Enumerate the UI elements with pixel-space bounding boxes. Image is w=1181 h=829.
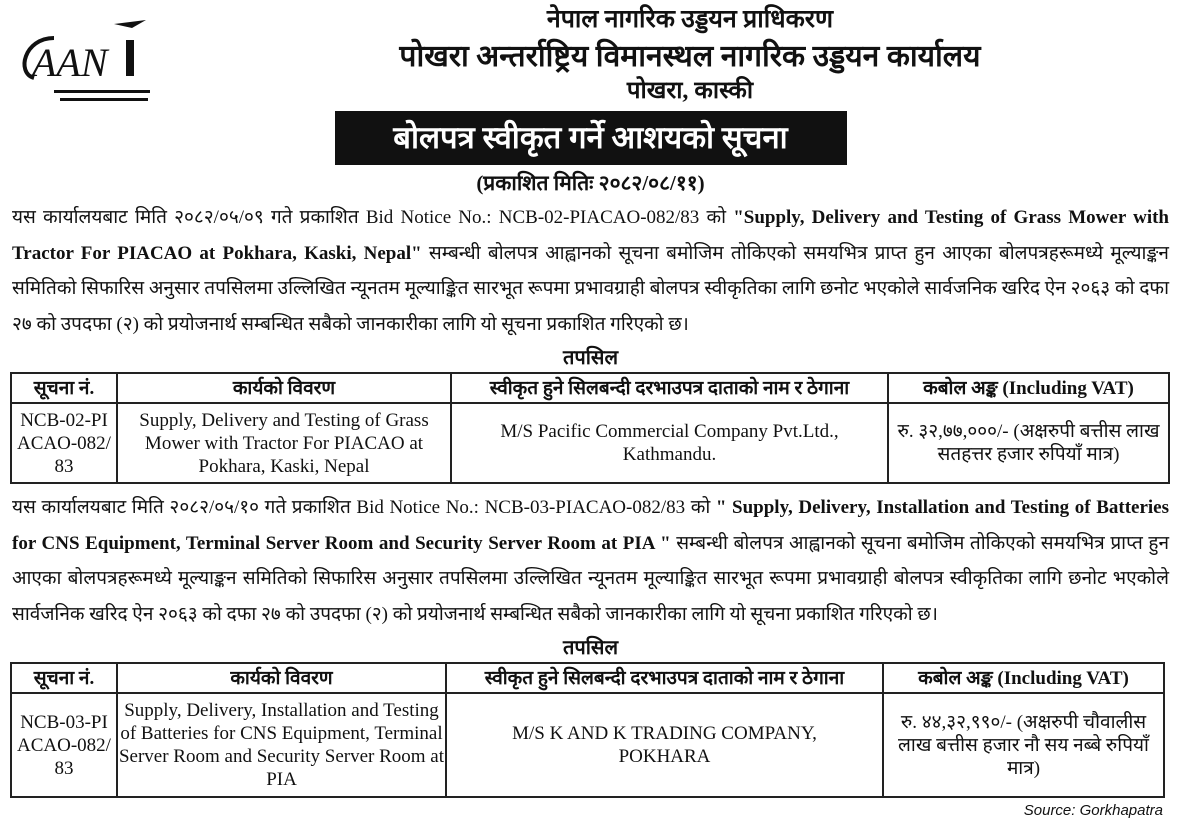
cell-bidder: M/S Pacific Commercial Company Pvt.Ltd., Kathmandu. bbox=[451, 403, 888, 483]
schedule-label: तपसिल bbox=[562, 347, 619, 370]
col-bidder: स्वीकृत हुने सिलबन्दी दरभाउपत्र दाताको नाम र ठेगाना bbox=[451, 373, 888, 403]
notice-title: बोलपत्र स्वीकृत गर्ने आशयको सूचना bbox=[335, 111, 847, 165]
notice2-table bbox=[10, 662, 1165, 798]
org-name: नेपाल नागरिक उड्डयन प्राधिकरण bbox=[546, 6, 834, 33]
cell-notice-no: NCB-03-PIACAO-082/83 bbox=[11, 693, 117, 797]
table-header-row bbox=[11, 663, 1164, 693]
cell-amount: रु. ४४,३२,९९०/- (अक्षरुपी चौवालीस लाख बत्तीस हजार नौ सय नब्बे रुपियाँ मात्र) bbox=[883, 693, 1164, 797]
cell-amount: रु. ३२,७७,०००/- (अक्षरुपी बत्तीस लाख सतहत्तर हजार रुपियाँ मात्र) bbox=[888, 403, 1169, 483]
col-amount: कबोल अङ्क (Including VAT) bbox=[883, 663, 1164, 693]
col-bidder: स्वीकृत हुने सिलबन्दी दरभाउपत्र दाताको नाम र ठेगाना bbox=[446, 663, 883, 693]
cell-description: Supply, Delivery, Installation and Testing of Batteries for CNS Equipment, Terminal Server Room and Security Server Room at PIA bbox=[117, 693, 446, 797]
source-credit: Source: Gorkhapatra bbox=[1023, 802, 1163, 820]
caan-logo bbox=[14, 18, 154, 108]
col-notice-no: सूचना नं. bbox=[11, 373, 117, 403]
schedule-label: तपसिल bbox=[562, 637, 619, 660]
office-name: पोखरा अन्तर्राष्ट्रिय विमानस्थल नागरिक उड्डयन कार्यालय bbox=[399, 39, 981, 73]
cell-notice-no: NCB-02-PIACAO-082/83 bbox=[11, 403, 117, 483]
table-header-row bbox=[11, 373, 1169, 403]
published-date: (प्रकाशित मितिः २०८२/०८/११) bbox=[476, 170, 705, 195]
cell-description: Supply, Delivery and Testing of Grass Mower with Tractor For PIACAO at Pokhara, Kaski, Nepal bbox=[117, 403, 451, 483]
header bbox=[0, 0, 1181, 107]
svg-text:AAN: AAN bbox=[32, 40, 108, 85]
text: यस कार्यालयबाट मिति २०८२/०५/१० गते प्रकाशित Bid Notice No.: NCB-03-PIACAO-082/83 को bbox=[12, 497, 716, 519]
project-title: "Supply, Delivery and Testing of Grass Mower with Tractor For PIACAO at Pokhara, Kaski, Nepal" bbox=[12, 207, 1170, 264]
cell-bidder: M/S K AND K TRADING COMPANY, POKHARA bbox=[446, 693, 883, 797]
col-description: कार्यको विवरण bbox=[117, 373, 451, 403]
notice1-table bbox=[10, 372, 1170, 484]
notice1-paragraph bbox=[12, 200, 1169, 342]
notice2-paragraph bbox=[12, 490, 1169, 632]
text: यस कार्यालयबाट मिति २०८२/०५/०९ गते प्रकाशित Bid Notice No.: NCB-02-PIACAO-082/83 को bbox=[12, 207, 734, 229]
text: सम्बन्धी बोलपत्र आह्वानको सूचना बमोजिम तोकिएको समयभित्र प्राप्त हुन आएका बोलपत्रहरूमध्ये मूल्याङ्कन समितिको सिफारिस अनुसार तपसिलमा उल्लिखित न्यूनतम मूल्याङ्कित सारभूत रूपमा प्रभावग्राही बोलपत्र स्वीकृतिका लागि छनोट भएकोले सार्वजनिक खरिद ऐन २०६३ को दफा २७ को उपदफा (२) को प्रयोजनार्थ सम्बन्धित सबैको जानकारीका लागि यो सूचना प्रकाशित गरिएको छ। bbox=[12, 532, 1169, 625]
table-row bbox=[11, 403, 1169, 483]
table-row bbox=[11, 693, 1164, 797]
project-title: " Supply, Delivery, Installation and Testing of Batteries for CNS Equipment, Terminal Server Room and Security Server Room at PIA " bbox=[12, 497, 1169, 554]
col-description: कार्यको विवरण bbox=[117, 663, 446, 693]
text: सम्बन्धी बोलपत्र आह्वानको सूचना बमोजिम तोकिएको समयभित्र प्राप्त हुन आएका बोलपत्रहरूमध्ये मूल्याङ्कन समितिको सिफारिस अनुसार तपसिलमा उल्लिखित न्यूनतम मूल्याङ्कित सारभूत रूपमा प्रभावग्राही बोलपत्र स्वीकृतिका लागि छनोट भएकोले सार्वजनिक खरिद ऐन २०६३ को दफा २७ को उपदफा (२) को प्रयोजनार्थ सम्बन्धित सबैको जानकारीका लागि यो सूचना प्रकाशित गरिएको छ। bbox=[12, 242, 1169, 335]
office-location: पोखरा, कास्की bbox=[626, 77, 754, 104]
col-amount: कबोल अङ्क (Including VAT) bbox=[888, 373, 1169, 403]
col-notice-no: सूचना नं. bbox=[11, 663, 117, 693]
